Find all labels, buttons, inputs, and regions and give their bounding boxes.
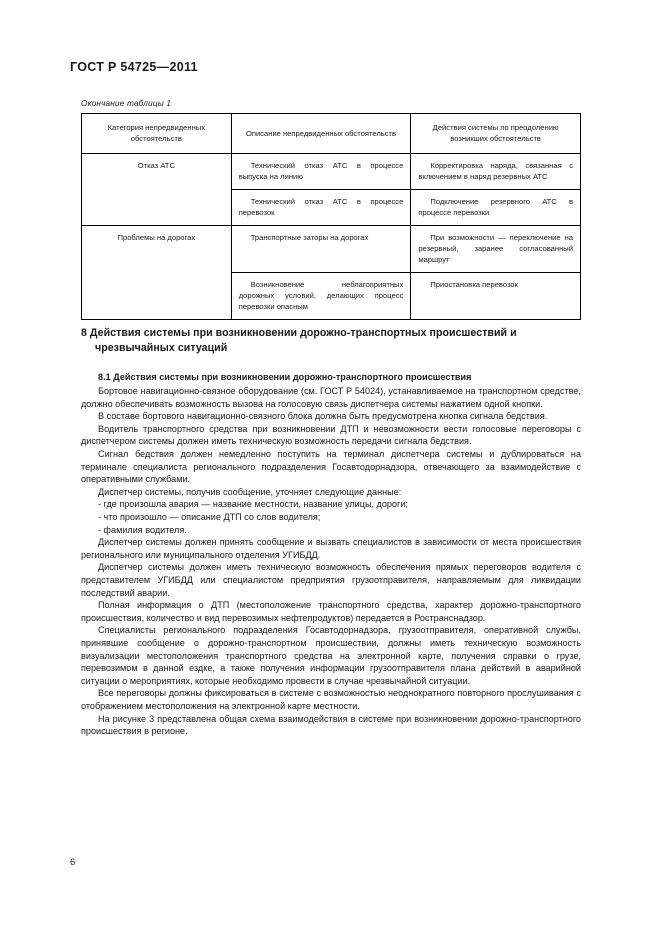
cell-description: Возникновение неблагоприятных дорожных условий, делающих процесс перевозки опасным [231,272,411,319]
column-header-description: Описание непредвиденных обстоятельств [231,114,411,154]
paragraph: Диспетчер системы должен принять сообщение и вызвать специалистов в зависимости от места происшествия регионального или муниципального отделения УГИБДД. [81,537,581,560]
list-item: - фамилия водителя. [98,524,187,535]
paragraph: Сигнал бедствия должен немедленно поступить на терминал диспетчера системы и дублироваться на терминале специалиста регионального подразделения Госавтодорнадзора, отвечающего за взаимодействие с оперативными службами. [81,449,581,485]
paragraph: Диспетчер системы должен иметь техническую возможность обеспечения прямых переговоров водителя с представителем УГИБДД или специалистом предприятия грузоотправителя, направляемым для ликвидации последствий аварии. [81,562,581,598]
page-number: 6 [70,856,76,867]
cell-action: При возможности — переключение на резервный, заранее согласованный маршрут [411,225,581,272]
paragraph: Специалисты регионального подразделения Госавтодорнадзора, грузоотправителя, оперативной службы, принявшие сообщение о дорожно-транспортном происшествии, должны иметь техническую возможность визуализации местоположения транспортного средства на электронной карте, получения справки о грузе, перевозимом в данной ездке, а также получения информации грузоотправителя плана действий в аварийной ситуации о мероприятиях, которые необходимо провести в случае чрезвычайной ситуации. [81,625,581,686]
section-8-content [81,326,581,738]
cell-description: Транспортные заторы на дорогах [231,225,411,272]
table-header-row [82,114,581,154]
cell-action: Подключение резервного АТС в процессе перевозки [411,189,581,225]
subsection-heading: 8.1 Действия системы при возникновении дорожно-транспортного происшествия [98,372,472,383]
table-caption: Окончание таблицы 1 [81,99,172,108]
cell-action: Приостановка перевозок [411,272,581,319]
paragraph: Диспетчер системы, получив сообщение, уточняет следующие данные: [98,486,402,497]
column-header-action: Действия системы по преодолению возникших обстоятельств [411,114,581,154]
table-1-continuation [81,113,581,320]
paragraph: В составе бортового навигационно-связного блока должна быть предусмотрена кнопка сигнала бедствия. [98,411,548,422]
list-item: - где произошла авария — название местности, название улицы, дороги; [98,499,408,510]
column-header-category: Категория непредвиденных обстоятельств [82,114,232,154]
paragraph: Бортовое навигационно-связное оборудование (см. ГОСТ Р 54024), устанавливаемое на транспортном средстве, должно обеспечивать возможность вызова на голосовую связь диспетчера системы нажатием одной кнопки. [81,386,581,409]
paragraph: Полная информация о ДТП (местоположение транспортного средства, характер дорожно-транспортного происшествия, количество и вид перевозимых нефтепродуктов) передается в Ространснадзор. [81,600,581,623]
cell-description: Технический отказ АТС в процессе выпуска на линию [231,153,411,189]
cell-action: Корректировка наряда, связанная с включением в наряд резервных АТС [411,153,581,189]
cell-description: Технический отказ АТС в процессе перевозок [231,189,411,225]
cell-category: Отказ АТС [82,153,232,225]
dispatcher-data-list [81,498,581,536]
cell-category: Проблемы на дорогах [82,225,232,319]
paragraph: Все переговоры должны фиксироваться в системе с возможностью неоднократного повторного прослушивания с отображением местоположения на электронной карте местности. [81,688,581,711]
table-row [82,225,581,272]
standard-number-header: ГОСТ Р 54725—2011 [70,60,198,74]
paragraph: На рисунке 3 представлена общая схема взаимодействия в системе при возникновении дорожно-транспортного происшествия в регионе. [81,713,581,737]
list-item: - что произошло — описание ДТП со слов водителя; [98,512,321,522]
section-heading: 8 Действия системы при возникновении дорожно-транспортных происшествий и чрезвычайных ситуаций [81,327,517,355]
table-row [82,153,581,189]
paragraph: Водитель транспортного средства при возникновении ДТП и невозможности вести голосовые переговоры с диспетчером системы должен иметь техническую возможность передачи сигнала бедствия. [81,423,581,447]
